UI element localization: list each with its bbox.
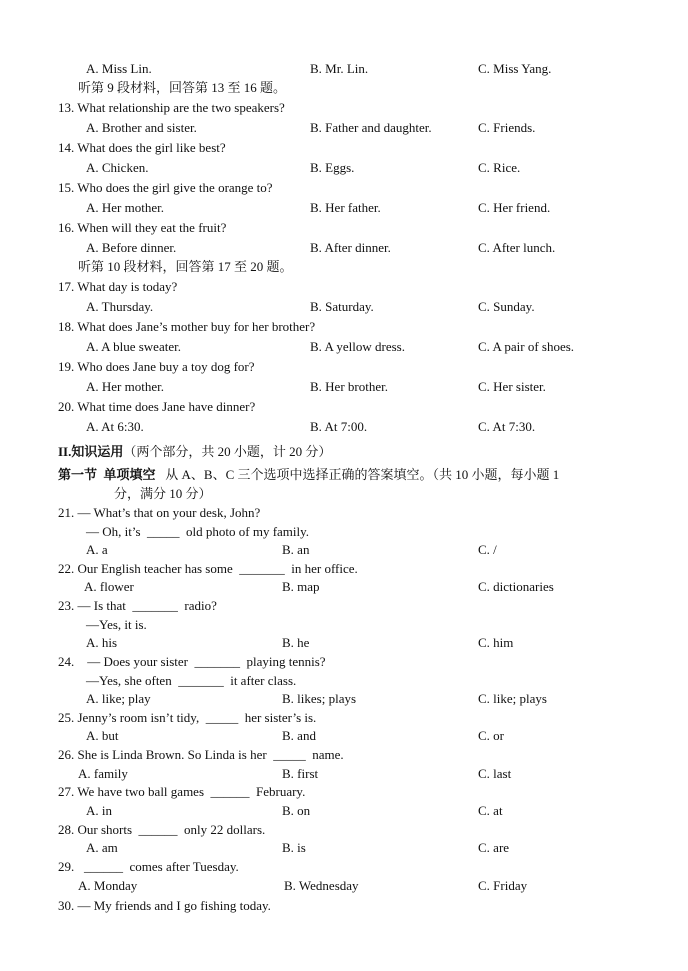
question-text: 27. We have two ball games ______ February. bbox=[58, 784, 306, 799]
question-text: 分，满分 10 分） bbox=[114, 486, 212, 501]
answer-option: B. first bbox=[282, 766, 319, 781]
answer-option: B. After dinner. bbox=[310, 240, 391, 255]
question-text: 24. — Does your sister _______ playing tennis? bbox=[58, 654, 326, 669]
answer-option: A. Her mother. bbox=[86, 379, 164, 394]
question-text: 19. Who does Jane buy a toy dog for? bbox=[58, 359, 255, 374]
question-text: — Oh, it’s _____ old photo of my family. bbox=[86, 524, 310, 539]
question-text: 21. — What’s that on your desk, John? bbox=[58, 505, 261, 520]
answer-option: C. like; plays bbox=[478, 691, 547, 706]
answer-option: A. Chicken. bbox=[86, 160, 149, 175]
answer-option: B. Eggs. bbox=[310, 160, 355, 175]
question-text: —Yes, she often _______ it after class. bbox=[86, 673, 297, 688]
answer-option: A. his bbox=[86, 635, 118, 650]
answer-option: C. Miss Yang. bbox=[478, 61, 552, 76]
answer-option: C. Rice. bbox=[478, 160, 521, 175]
answer-option: C. Her sister. bbox=[478, 379, 546, 394]
answer-option: A. Her mother. bbox=[86, 200, 164, 215]
answer-option: A. but bbox=[86, 728, 119, 743]
question-text: 28. Our shorts ______ only 22 dollars. bbox=[58, 822, 266, 837]
answer-option: C. A pair of shoes. bbox=[478, 339, 575, 354]
question-text: 23. — Is that _______ radio? bbox=[58, 598, 217, 613]
answer-option: B. is bbox=[282, 840, 306, 855]
question-text: 22. Our English teacher has some _______ in her office. bbox=[58, 561, 358, 576]
section-heading bbox=[58, 467, 559, 483]
answer-option: C. After lunch. bbox=[478, 240, 556, 255]
answer-option: B. likes; plays bbox=[282, 691, 357, 706]
answer-option: A. in bbox=[86, 803, 112, 818]
question-text: 听第 9 段材料，回答第 13 至 16 题。 bbox=[78, 80, 287, 95]
answer-option: A. Miss Lin. bbox=[86, 61, 152, 76]
question-text: 听第 10 段材料，回答第 17 至 20 题。 bbox=[78, 259, 293, 274]
answer-option: B. Her brother. bbox=[310, 379, 388, 394]
question-text: 15. Who does the girl give the orange to? bbox=[58, 180, 273, 195]
answer-option: A. am bbox=[86, 840, 118, 855]
answer-option: B. Mr. Lin. bbox=[310, 61, 369, 76]
answer-option: A. At 6:30. bbox=[86, 419, 144, 434]
answer-option: C. Friends. bbox=[478, 120, 536, 135]
section-title: 第一节 单项填空 bbox=[58, 467, 156, 482]
question-text: 13. What relationship are the two speakers? bbox=[58, 100, 285, 115]
question-text: 20. What time does Jane have dinner? bbox=[58, 399, 256, 414]
section-heading bbox=[58, 444, 331, 460]
answer-option: B. Saturday. bbox=[310, 299, 374, 314]
answer-option: A. a bbox=[86, 542, 108, 557]
answer-option: B. an bbox=[282, 542, 310, 557]
answer-option: C. / bbox=[478, 542, 497, 557]
answer-option: B. At 7:00. bbox=[310, 419, 368, 434]
answer-option: A. like; play bbox=[86, 691, 151, 706]
answer-option: B. map bbox=[282, 579, 320, 594]
question-text: 17. What day is today? bbox=[58, 279, 178, 294]
answer-option: C. at bbox=[478, 803, 503, 818]
section-instructions: 从 A、B、C 三个选项中选择正确的答案填空。（共 10 小题，每小题 1 bbox=[155, 467, 560, 482]
answer-option: C. are bbox=[478, 840, 510, 855]
answer-option: B. Her father. bbox=[310, 200, 381, 215]
question-text: 16. When will they eat the fruit? bbox=[58, 220, 227, 235]
answer-option: B. Wednesday bbox=[284, 878, 359, 893]
question-text: 18. What does Jane’s mother buy for her brother? bbox=[58, 319, 316, 334]
answer-option: C. dictionaries bbox=[478, 579, 554, 594]
answer-option: A. Thursday. bbox=[86, 299, 154, 314]
question-text: 25. Jenny’s room isn’t tidy, _____ her sister’s is. bbox=[58, 710, 317, 725]
answer-option: B. and bbox=[282, 728, 316, 743]
question-text: 30. — My friends and I go fishing today. bbox=[58, 898, 271, 913]
answer-option: C. At 7:30. bbox=[478, 419, 536, 434]
answer-option: A. flower bbox=[84, 579, 134, 594]
section-instructions: （两个部分，共 20 小题，计 20 分） bbox=[123, 444, 332, 459]
answer-option: C. Sunday. bbox=[478, 299, 535, 314]
answer-option: A. Brother and sister. bbox=[86, 120, 197, 135]
question-text: 14. What does the girl like best? bbox=[58, 140, 226, 155]
answer-option: B. on bbox=[282, 803, 311, 818]
answer-option: C. him bbox=[478, 635, 514, 650]
section-title: II.知识运用 bbox=[58, 444, 124, 459]
question-text: —Yes, it is. bbox=[86, 617, 147, 632]
answer-option: B. he bbox=[282, 635, 310, 650]
answer-option: A. Before dinner. bbox=[86, 240, 177, 255]
question-text: 29. ______ comes after Tuesday. bbox=[58, 859, 239, 874]
answer-option: C. Friday bbox=[478, 878, 528, 893]
answer-option: C. last bbox=[478, 766, 512, 781]
answer-option: C. or bbox=[478, 728, 504, 743]
answer-option: A. family bbox=[78, 766, 128, 781]
answer-option: A. A blue sweater. bbox=[86, 339, 181, 354]
answer-option: B. A yellow dress. bbox=[310, 339, 405, 354]
question-text: 26. She is Linda Brown. So Linda is her _____ name. bbox=[58, 747, 344, 762]
answer-option: C. Her friend. bbox=[478, 200, 551, 215]
answer-option: A. Monday bbox=[78, 878, 138, 893]
answer-option: B. Father and daughter. bbox=[310, 120, 432, 135]
